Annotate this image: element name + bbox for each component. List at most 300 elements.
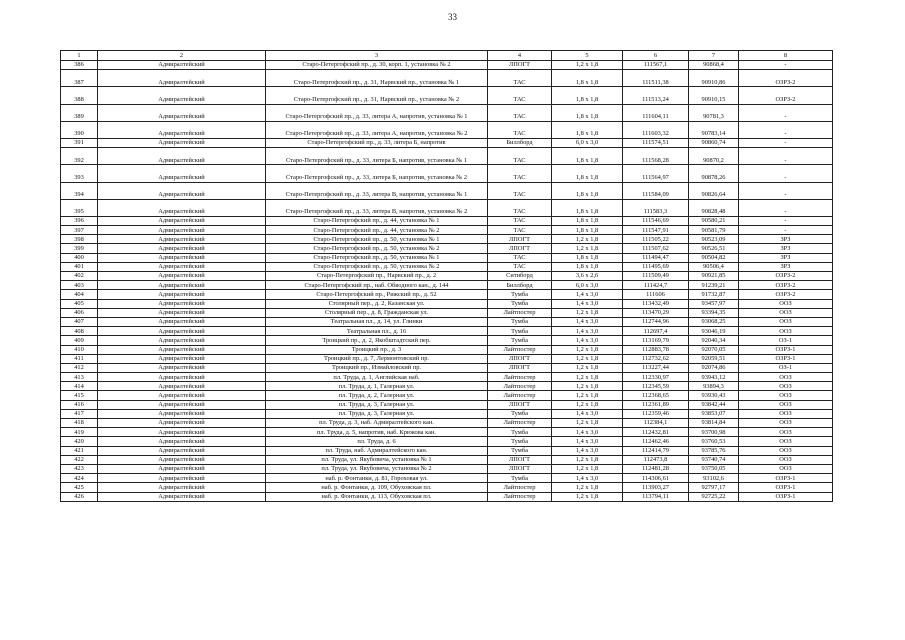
district-cell: Адмиралтейский	[98, 199, 266, 216]
row-number-cell: 399	[61, 244, 98, 253]
zone-cell: ООЗ	[739, 382, 833, 391]
address-cell: Старо-Петергофский пр., д. 33, литера А, напротив, установка № 2	[266, 121, 488, 138]
address-cell: пл. Труда, д. 3, Галерная ул.	[266, 409, 488, 418]
address-cell: пл. Труда, ул. Якубовича, установка № 1	[266, 455, 488, 464]
coord-x-cell: 112414,79	[623, 446, 689, 455]
size-cell: 1,2 x 1,8	[552, 400, 623, 409]
table-row	[61, 199, 833, 216]
coord-x-cell: 113470,29	[623, 308, 689, 317]
table-row	[61, 446, 833, 455]
row-number-cell: 392	[61, 148, 98, 165]
coord-x-cell: 112744,96	[623, 317, 689, 326]
column-header: 4	[488, 51, 552, 61]
district-cell: Адмиралтейский	[98, 104, 266, 121]
size-cell: 1,8 x 1,8	[552, 262, 623, 271]
address-cell: Троицкий пр., Измайловский пр.	[266, 363, 488, 372]
district-cell: Адмиралтейский	[98, 61, 266, 70]
header-row	[61, 51, 833, 61]
size-cell: 1,2 x 1,8	[552, 492, 623, 501]
coord-x-cell: 112330,97	[623, 373, 689, 382]
size-cell: 1,8 x 1,8	[552, 87, 623, 104]
type-cell: ТАС	[488, 262, 552, 271]
address-cell: пл. Труда, д. 3, наб. Адмиралтейского кан.	[266, 419, 488, 428]
address-cell: пл. Труда, наб. Адмиралтейского кан.	[266, 446, 488, 455]
coord-y-cell: 93700,98	[689, 428, 739, 437]
coord-x-cell: 111547,91	[623, 226, 689, 235]
coord-x-cell: 111495,69	[623, 262, 689, 271]
address-cell: наб. р. Фонтанки, д. 81, Гороховая ул.	[266, 474, 488, 483]
column-header: 8	[739, 51, 833, 61]
row-number-cell: 393	[61, 165, 98, 182]
type-cell: Лайтпостер	[488, 483, 552, 492]
table-row	[61, 226, 833, 235]
page-number: 33	[448, 12, 457, 22]
row-number-cell: 388	[61, 87, 98, 104]
table-row	[61, 262, 833, 271]
type-cell: Тумба	[488, 317, 552, 326]
table-row	[61, 382, 833, 391]
type-cell: Тумба	[488, 290, 552, 299]
address-cell: Столярный пер., д. 8, Гражданская ул.	[266, 308, 488, 317]
type-cell: Лайтпостер	[488, 492, 552, 501]
type-cell: ТАС	[488, 182, 552, 199]
district-cell: Адмиралтейский	[98, 148, 266, 165]
district-cell: Адмиралтейский	[98, 400, 266, 409]
district-cell: Адмиралтейский	[98, 354, 266, 363]
row-number-cell: 398	[61, 235, 98, 244]
type-cell: Тумба	[488, 299, 552, 308]
table-row	[61, 290, 833, 299]
coord-y-cell: 93842,44	[689, 400, 739, 409]
coord-y-cell: 92797,17	[689, 483, 739, 492]
coord-x-cell: 111424,7	[623, 281, 689, 290]
table-row	[61, 354, 833, 363]
column-header: 5	[552, 51, 623, 61]
district-cell: Адмиралтейский	[98, 428, 266, 437]
row-number-cell: 408	[61, 327, 98, 336]
size-cell: 1,8 x 1,8	[552, 70, 623, 87]
district-cell: Адмиралтейский	[98, 317, 266, 326]
coord-y-cell: 90826,64	[689, 182, 739, 199]
column-header: 7	[689, 51, 739, 61]
coord-y-cell: 90910,86	[689, 70, 739, 87]
address-cell: Старо-Петергофский пр., Рижский пр., д. 52	[266, 290, 488, 299]
table-row	[61, 373, 833, 382]
coord-y-cell: 92725,22	[689, 492, 739, 501]
coord-x-cell: 111568,28	[623, 148, 689, 165]
coord-x-cell: 111567,1	[623, 61, 689, 70]
type-cell: ЛПОГТ	[488, 455, 552, 464]
row-number-cell: 391	[61, 138, 98, 147]
size-cell: 1,2 x 1,8	[552, 455, 623, 464]
size-cell: 1,4 x 3,0	[552, 446, 623, 455]
coord-x-cell: 112359,46	[623, 409, 689, 418]
size-cell: 1,8 x 1,8	[552, 148, 623, 165]
coord-x-cell: 112883,78	[623, 345, 689, 354]
size-cell: 1,4 x 3,0	[552, 290, 623, 299]
coord-x-cell: 113432,49	[623, 299, 689, 308]
size-cell: 1,4 x 3,0	[552, 409, 623, 418]
row-number-cell: 412	[61, 363, 98, 372]
table-row	[61, 299, 833, 308]
size-cell: 1,4 x 3,0	[552, 474, 623, 483]
row-number-cell: 421	[61, 446, 98, 455]
address-cell: Старо-Петергофский пр., д. 50, установка № 1	[266, 253, 488, 262]
type-cell: Тумба	[488, 327, 552, 336]
row-number-cell: 409	[61, 336, 98, 345]
type-cell: ЛПОГТ	[488, 235, 552, 244]
coord-y-cell: 90910,15	[689, 87, 739, 104]
address-cell: Столярный пер., д. 2, Казанская ул.	[266, 299, 488, 308]
address-cell: пл. Труда, д. 1, Галерная ул.	[266, 382, 488, 391]
address-cell: наб. р. Фонтанки, д. 113, Обуховская пл.	[266, 492, 488, 501]
table-row	[61, 317, 833, 326]
table-row	[61, 244, 833, 253]
district-cell: Адмиралтейский	[98, 165, 266, 182]
type-cell: Лайтпостер	[488, 308, 552, 317]
type-cell: ЛПОГТ	[488, 244, 552, 253]
row-number-cell: 415	[61, 391, 98, 400]
coord-y-cell: 93046,19	[689, 327, 739, 336]
table-row	[61, 327, 833, 336]
address-cell: пл. Труда, д. 6	[266, 437, 488, 446]
zone-cell: ООЗ	[739, 373, 833, 382]
type-cell: Лайтпостер	[488, 373, 552, 382]
row-number-cell: 417	[61, 409, 98, 418]
table-row	[61, 253, 833, 262]
zone-cell: ООЗ	[739, 409, 833, 418]
district-cell: Адмиралтейский	[98, 121, 266, 138]
row-number-cell: 404	[61, 290, 98, 299]
row-number-cell: 394	[61, 182, 98, 199]
zone-cell: ООЗ	[739, 327, 833, 336]
table-row	[61, 104, 833, 121]
zone-cell: -	[739, 226, 833, 235]
table-row	[61, 87, 833, 104]
address-cell: Старо-Петергофский пр., Нарвский пр., д. 2	[266, 272, 488, 281]
district-cell: Адмиралтейский	[98, 70, 266, 87]
table-header	[61, 51, 833, 61]
zone-cell: -	[739, 182, 833, 199]
size-cell: 1,2 x 1,8	[552, 308, 623, 317]
coord-y-cell: 90526,51	[689, 244, 739, 253]
zone-cell: ООЗ	[739, 428, 833, 437]
registry-table	[60, 50, 833, 502]
type-cell: Лайтпостер	[488, 382, 552, 391]
address-cell: Старо-Петергофский пр., д. 44, установка № 2	[266, 226, 488, 235]
district-cell: Адмиралтейский	[98, 253, 266, 262]
district-cell: Адмиралтейский	[98, 138, 266, 147]
type-cell: Тумба	[488, 474, 552, 483]
address-cell: Старо-Петергофский пр., д. 33, литера Б, напротив, установка № 1	[266, 148, 488, 165]
row-number-cell: 397	[61, 226, 98, 235]
zone-cell: -	[739, 216, 833, 225]
row-number-cell: 411	[61, 354, 98, 363]
zone-cell: ООЗ	[739, 455, 833, 464]
table-row	[61, 61, 833, 70]
address-cell: Старо-Петергофский пр., д. 44, установка № 1	[266, 216, 488, 225]
type-cell: ТАС	[488, 216, 552, 225]
table-row	[61, 216, 833, 225]
district-cell: Адмиралтейский	[98, 363, 266, 372]
address-cell: Старо-Петергофский пр., наб. Обводного кан., д. 144	[266, 281, 488, 290]
row-number-cell: 410	[61, 345, 98, 354]
table-row	[61, 483, 833, 492]
district-cell: Адмиралтейский	[98, 464, 266, 473]
zone-cell: -	[739, 121, 833, 138]
address-cell: Троицкий пр., д. 7, Лермонтовский пр.	[266, 354, 488, 363]
type-cell: ТАС	[488, 121, 552, 138]
address-cell: Старо-Петергофский пр., д. 50, установка № 1	[266, 235, 488, 244]
table-row	[61, 455, 833, 464]
coord-y-cell: 90878,26	[689, 165, 739, 182]
row-number-cell: 425	[61, 483, 98, 492]
district-cell: Адмиралтейский	[98, 483, 266, 492]
district-cell: Адмиралтейский	[98, 182, 266, 199]
address-cell: пл. Труда, д. 1, Английская наб.	[266, 373, 488, 382]
table-row	[61, 474, 833, 483]
table-row	[61, 308, 833, 317]
size-cell: 1,2 x 1,8	[552, 363, 623, 372]
district-cell: Адмиралтейский	[98, 474, 266, 483]
district-cell: Адмиралтейский	[98, 492, 266, 501]
row-number-cell: 420	[61, 437, 98, 446]
size-cell: 1,4 x 3,0	[552, 327, 623, 336]
size-cell: 6,0 x 3,0	[552, 281, 623, 290]
size-cell: 1,2 x 1,8	[552, 382, 623, 391]
coord-x-cell: 112473,8	[623, 455, 689, 464]
size-cell: 1,8 x 1,8	[552, 226, 623, 235]
table-row	[61, 182, 833, 199]
size-cell: 1,8 x 1,8	[552, 199, 623, 216]
size-cell: 1,8 x 1,8	[552, 182, 623, 199]
type-cell: ЛПОГТ	[488, 354, 552, 363]
coord-x-cell: 111509,49	[623, 272, 689, 281]
column-header: 2	[98, 51, 266, 61]
size-cell: 1,4 x 3,0	[552, 299, 623, 308]
district-cell: Адмиралтейский	[98, 409, 266, 418]
zone-cell: ОЗРЗ-2	[739, 272, 833, 281]
address-cell: Троицкий пр., д. 2, Якобштадтский пер.	[266, 336, 488, 345]
coord-x-cell: 113169,79	[623, 336, 689, 345]
size-cell: 1,2 x 1,8	[552, 391, 623, 400]
type-cell: ТАС	[488, 253, 552, 262]
address-cell: пл. Труда, д. 5, напротив, наб. Крюкова кан.	[266, 428, 488, 437]
zone-cell: ООЗ	[739, 464, 833, 473]
size-cell: 1,2 x 1,8	[552, 464, 623, 473]
size-cell: 1,8 x 1,8	[552, 121, 623, 138]
table-row	[61, 70, 833, 87]
table-row	[61, 345, 833, 354]
type-cell: ЛПОГТ	[488, 363, 552, 372]
size-cell: 1,2 x 1,8	[552, 244, 623, 253]
district-cell: Адмиралтейский	[98, 373, 266, 382]
table-body	[61, 61, 833, 502]
district-cell: Адмиралтейский	[98, 281, 266, 290]
type-cell: Лайтпостер	[488, 345, 552, 354]
address-cell: Старо-Петергофский пр., д. 33, литера А, напротив, установка № 1	[266, 104, 488, 121]
type-cell: ТАС	[488, 165, 552, 182]
type-cell: ТАС	[488, 70, 552, 87]
type-cell: Биллборд	[488, 138, 552, 147]
row-number-cell: 426	[61, 492, 98, 501]
column-header: 6	[623, 51, 689, 61]
coord-x-cell: 111606	[623, 290, 689, 299]
zone-cell: -	[739, 199, 833, 216]
coord-y-cell: 90580,21	[689, 216, 739, 225]
zone-cell: ООЗ	[739, 308, 833, 317]
size-cell: 1,2 x 1,8	[552, 483, 623, 492]
zone-cell: ОЗРЗ-2	[739, 70, 833, 87]
size-cell: 1,2 x 1,8	[552, 373, 623, 382]
address-cell: Старо-Петергофский пр., д. 30, корп. 1, установка № 2	[266, 61, 488, 70]
row-number-cell: 414	[61, 382, 98, 391]
address-cell: Старо-Петергофский пр., д. 50, установка № 2	[266, 244, 488, 253]
coord-x-cell: 111511,38	[623, 70, 689, 87]
type-cell: ТАС	[488, 87, 552, 104]
coord-y-cell: 93894,3	[689, 382, 739, 391]
coord-y-cell: 93760,53	[689, 437, 739, 446]
row-number-cell: 401	[61, 262, 98, 271]
coord-x-cell: 111507,62	[623, 244, 689, 253]
size-cell: 1,2 x 1,8	[552, 354, 623, 363]
zone-cell: ЗРЗ	[739, 262, 833, 271]
row-number-cell: 400	[61, 253, 98, 262]
address-cell: Старо-Петергофский пр., д. 33, литера В, напротив, установка № 2	[266, 199, 488, 216]
zone-cell: ОЗРЗ-1	[739, 474, 833, 483]
type-cell: Ситиборд	[488, 272, 552, 281]
type-cell: Тумба	[488, 336, 552, 345]
type-cell: Тумба	[488, 446, 552, 455]
coord-x-cell: 112462,46	[623, 437, 689, 446]
zone-cell: ЗРЗ	[739, 235, 833, 244]
type-cell: Лайтпостер	[488, 419, 552, 428]
district-cell: Адмиралтейский	[98, 226, 266, 235]
table-row	[61, 492, 833, 501]
table-row	[61, 121, 833, 138]
address-cell: Старо-Петергофский пр., д. 31, Нарвский пр., установка № 2	[266, 87, 488, 104]
row-number-cell: 387	[61, 70, 98, 87]
coord-y-cell: 93785,76	[689, 446, 739, 455]
table-row	[61, 272, 833, 281]
zone-cell: ООЗ	[739, 400, 833, 409]
coord-y-cell: 90504,82	[689, 253, 739, 262]
table-row	[61, 437, 833, 446]
address-cell: Старо-Петергофский пр., д. 33, литера Б, напротив	[266, 138, 488, 147]
zone-cell: ОЗ-1	[739, 363, 833, 372]
type-cell: ТАС	[488, 104, 552, 121]
coord-x-cell: 111603,32	[623, 121, 689, 138]
row-number-cell: 402	[61, 272, 98, 281]
type-cell: Биллборд	[488, 281, 552, 290]
row-number-cell: 405	[61, 299, 98, 308]
coord-y-cell: 93394,35	[689, 308, 739, 317]
zone-cell: ОЗРЗ-1	[739, 483, 833, 492]
table-row	[61, 419, 833, 428]
coord-y-cell: 90870,2	[689, 148, 739, 165]
coord-x-cell: 112368,65	[623, 391, 689, 400]
coord-y-cell: 92040,34	[689, 336, 739, 345]
coord-y-cell: 90581,79	[689, 226, 739, 235]
table-row	[61, 165, 833, 182]
district-cell: Адмиралтейский	[98, 216, 266, 225]
table-row	[61, 428, 833, 437]
coord-y-cell: 92059,51	[689, 354, 739, 363]
district-cell: Адмиралтейский	[98, 235, 266, 244]
coord-y-cell: 91239,21	[689, 281, 739, 290]
address-cell: Троицкий пр., д. 3	[266, 345, 488, 354]
coord-y-cell: 90506,4	[689, 262, 739, 271]
coord-x-cell: 112732,62	[623, 354, 689, 363]
coord-x-cell: 112361,89	[623, 400, 689, 409]
coord-y-cell: 93457,97	[689, 299, 739, 308]
size-cell: 1,2 x 1,8	[552, 345, 623, 354]
district-cell: Адмиралтейский	[98, 244, 266, 253]
coord-x-cell: 111505,22	[623, 235, 689, 244]
coord-x-cell: 111604,11	[623, 104, 689, 121]
size-cell: 1,2 x 1,8	[552, 235, 623, 244]
size-cell: 3,6 x 2,6	[552, 272, 623, 281]
type-cell: ЛПОГТ	[488, 464, 552, 473]
coord-y-cell: 92074,86	[689, 363, 739, 372]
size-cell: 1,4 x 3,0	[552, 428, 623, 437]
type-cell: Тумба	[488, 409, 552, 418]
coord-x-cell: 111574,51	[623, 138, 689, 147]
size-cell: 1,2 x 1,8	[552, 419, 623, 428]
table-row	[61, 400, 833, 409]
row-number-cell: 403	[61, 281, 98, 290]
table-row	[61, 148, 833, 165]
coord-x-cell: 112481,28	[623, 464, 689, 473]
coord-x-cell: 112384,1	[623, 419, 689, 428]
row-number-cell: 390	[61, 121, 98, 138]
zone-cell: -	[739, 104, 833, 121]
address-cell: наб. р. Фонтанки, д. 109, Обуховская пл.	[266, 483, 488, 492]
coord-x-cell: 111564,97	[623, 165, 689, 182]
district-cell: Адмиралтейский	[98, 455, 266, 464]
row-number-cell: 413	[61, 373, 98, 382]
district-cell: Адмиралтейский	[98, 437, 266, 446]
coord-y-cell: 93750,05	[689, 464, 739, 473]
coord-y-cell: 90868,4	[689, 61, 739, 70]
type-cell: ТАС	[488, 199, 552, 216]
zone-cell: -	[739, 165, 833, 182]
size-cell: 1,2 x 1,8	[552, 61, 623, 70]
row-number-cell: 396	[61, 216, 98, 225]
coord-y-cell: 93102,6	[689, 474, 739, 483]
address-cell: Старо-Петергофский пр., д. 50, установка № 2	[266, 262, 488, 271]
district-cell: Адмиралтейский	[98, 345, 266, 354]
coord-y-cell: 90860,74	[689, 138, 739, 147]
table-row	[61, 138, 833, 147]
zone-cell: ООЗ	[739, 299, 833, 308]
coord-x-cell: 111546,69	[623, 216, 689, 225]
coord-y-cell: 93814,84	[689, 419, 739, 428]
size-cell: 6,0 x 3,0	[552, 138, 623, 147]
zone-cell: ОЗРЗ-1	[739, 492, 833, 501]
type-cell: ЛПОГТ	[488, 400, 552, 409]
coord-y-cell: 93930,43	[689, 391, 739, 400]
zone-cell: -	[739, 138, 833, 147]
column-header: 1	[61, 51, 98, 61]
district-cell: Адмиралтейский	[98, 391, 266, 400]
table-row	[61, 363, 833, 372]
coord-y-cell: 93740,74	[689, 455, 739, 464]
type-cell: Тумба	[488, 428, 552, 437]
size-cell: 1,8 x 1,8	[552, 104, 623, 121]
row-number-cell: 386	[61, 61, 98, 70]
zone-cell: ОЗ-1	[739, 336, 833, 345]
